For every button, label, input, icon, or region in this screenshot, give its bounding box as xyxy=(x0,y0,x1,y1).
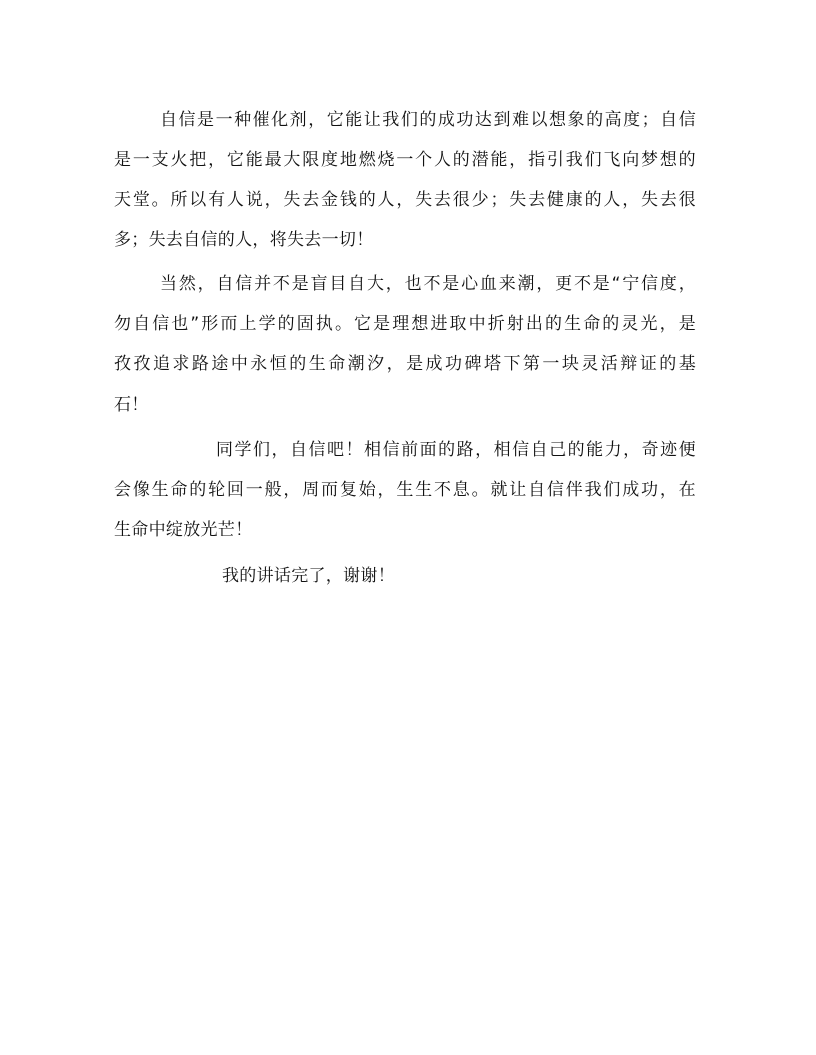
paragraph-line: 自信是一种催化剂，它能让我们的成功达到难以想象的高度；自信 xyxy=(160,110,696,130)
paragraph-line: 孜孜追求路途中永恒的生命潮汐，是成功碑塔下第一块灵活辩证的基 xyxy=(114,354,696,374)
paragraph-line: 同学们，自信吧！相信前面的路，相信自己的能力，奇迹便 xyxy=(216,440,696,460)
paragraph-line: 天堂。所以有人说，失去金钱的人，失去很少；失去健康的人，失去很 xyxy=(114,190,696,210)
paragraph-line: 石！ xyxy=(114,395,149,415)
paragraph-line: 生命中绽放光芒！ xyxy=(114,520,253,540)
paragraph-line: 勿自信也”形而上学的固执。它是理想进取中折射出的生命的灵光，是 xyxy=(114,314,696,334)
paragraph-line: 当然，自信并不是盲目自大，也不是心血来潮，更不是“宁信度， xyxy=(160,274,696,294)
paragraph-line: 是一支火把，它能最大限度地燃烧一个人的潜能，指引我们飞向梦想的 xyxy=(114,150,696,170)
paragraph-line: 会像生命的轮回一般，周而复始，生生不息。就让自信伴我们成功，在 xyxy=(114,480,696,500)
paragraph-line: 多；失去自信的人，将失去一切！ xyxy=(114,230,374,250)
closing-line: 我的讲话完了，谢谢！ xyxy=(222,566,395,586)
